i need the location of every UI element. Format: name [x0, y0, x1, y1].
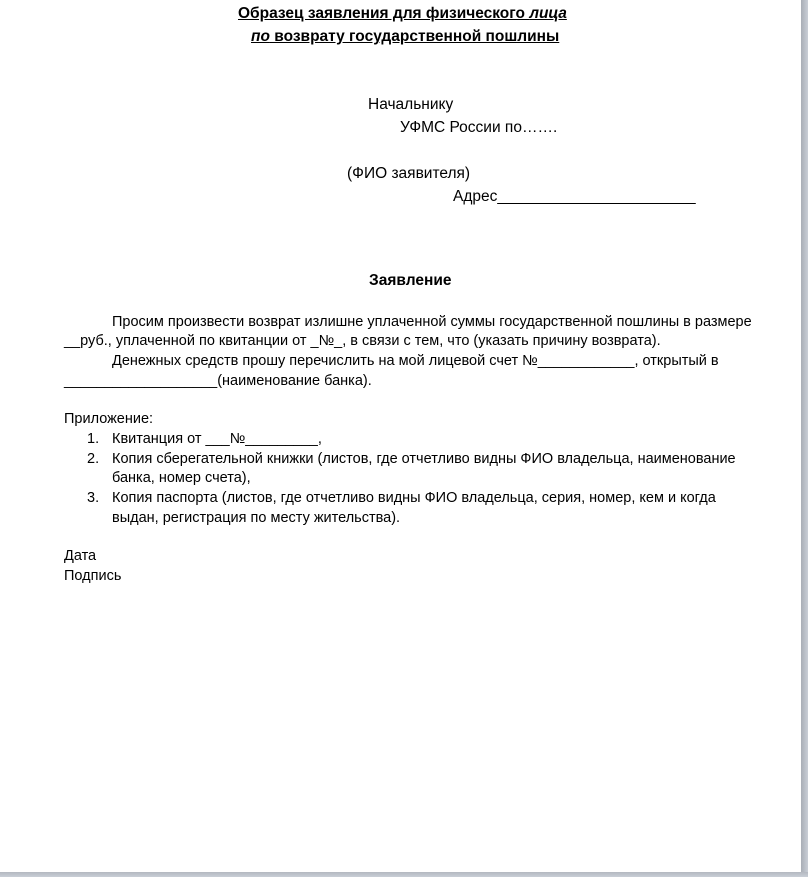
list-item: Копия паспорта (листов, где отчетливо видны ФИО владельца, серия, номер, кем и когда: [112, 490, 716, 506]
paragraph-2-line-1: Денежных средств прошу перечислить на мой лицевой счет №____________, открытый в: [112, 353, 719, 369]
date-label: Дата: [64, 548, 97, 564]
title-text: возврату государственной пошлины: [269, 28, 560, 45]
attachments-label: Приложение:: [64, 411, 154, 427]
paragraph-2-line-2: ___________________(наименование банка).: [64, 373, 372, 389]
list-item-continuation: банка, номер счета),: [112, 470, 251, 486]
title-text: Образец заявления для физического: [238, 5, 530, 22]
title-line-1: [238, 4, 567, 24]
list-item: Квитанция от ___№_________,: [112, 431, 322, 447]
addressee-line-1: Начальнику: [368, 96, 454, 113]
applicant-address: Адрес_______________________: [453, 188, 696, 205]
applicant-name: (ФИО заявителя): [347, 165, 471, 182]
paragraph-1-line-1: Просим произвести возврат излишне уплаченной суммы государственной пошлины в размере: [112, 314, 752, 330]
list-item-continuation: выдан, регистрация по месту жительства).: [112, 510, 401, 526]
title-italic-text: лица: [529, 5, 567, 22]
title-line-2: [251, 27, 559, 47]
page-shadow-bottom: [0, 872, 808, 877]
signature-label: Подпись: [64, 568, 122, 584]
list-item-number: 3.: [87, 490, 100, 506]
list-item-number: 2.: [87, 451, 100, 467]
list-item-number: 1.: [87, 431, 100, 447]
paragraph-1-line-2: __руб., уплаченной по квитанции от _№_, в связи с тем, что (указать причину возврата).: [64, 333, 661, 349]
addressee-line-2: УФМС России по…….: [400, 119, 558, 136]
page-shadow-right: [801, 0, 808, 877]
document-heading: Заявление: [369, 272, 452, 289]
title-italic-text: по: [251, 28, 270, 45]
list-item: Копия сберегательной книжки (листов, где отчетливо видны ФИО владельца, наименование: [112, 451, 736, 467]
